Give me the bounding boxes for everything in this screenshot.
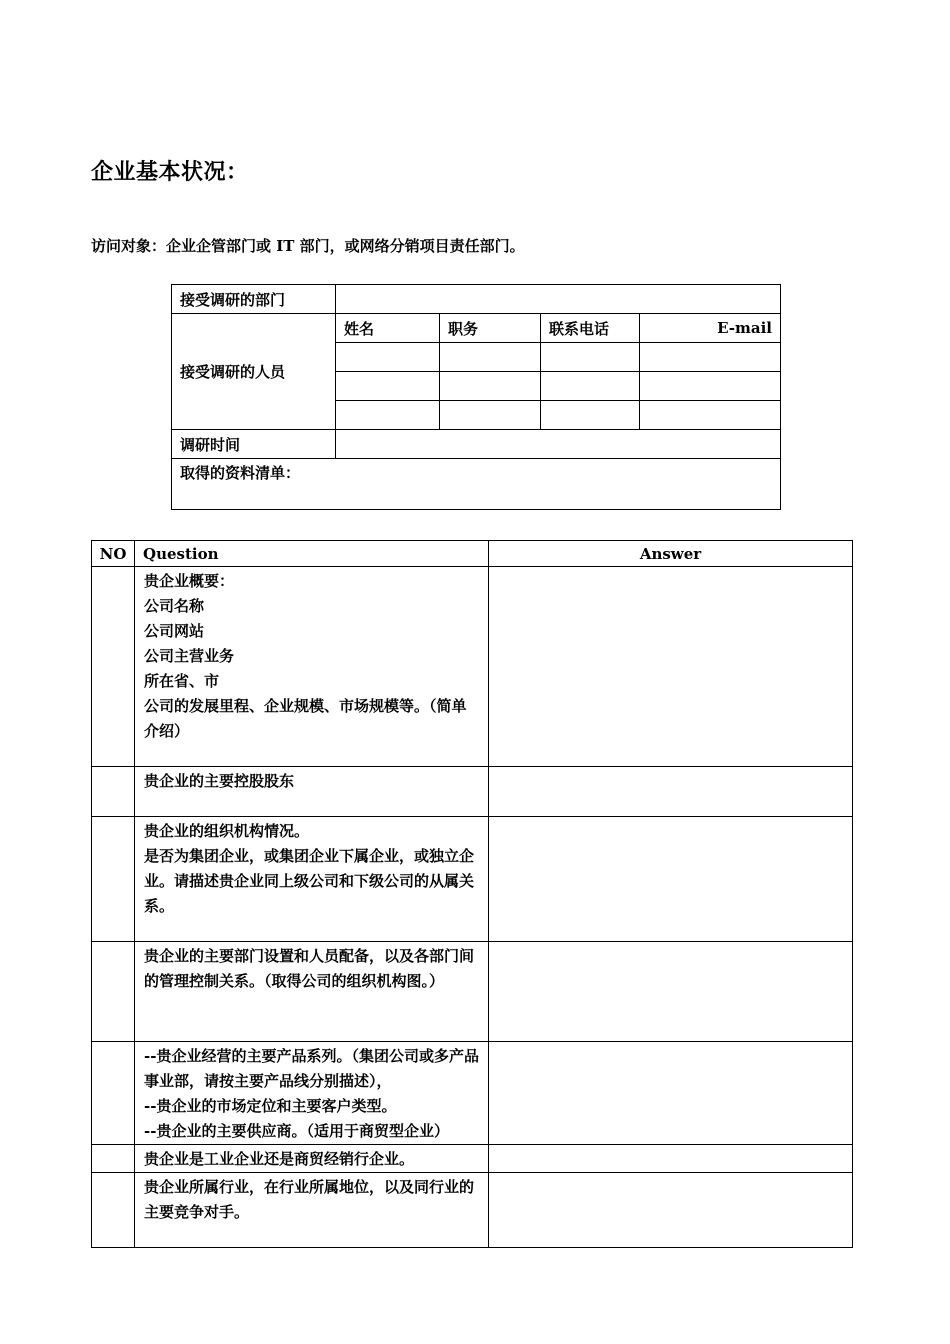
question-cell [135,1042,489,1145]
row-number-cell [92,567,135,767]
col-email: E-mail [640,314,781,343]
answer-cell[interactable] [489,767,853,817]
question-cell [135,817,489,942]
dept-value-field[interactable] [336,285,781,314]
header-question: Question [135,541,489,567]
person-cell[interactable] [541,401,640,430]
col-title: 职务 [440,314,541,343]
table-row [92,1173,853,1248]
answer-cell[interactable] [489,1173,853,1248]
page-heading: 企业基本状况： [91,160,249,185]
person-cell[interactable] [440,401,541,430]
survey-info-table [171,284,781,510]
materials-label: 取得的资料清单： [172,459,781,510]
question-cell [135,1173,489,1248]
header-no: NO [92,541,135,567]
person-cell[interactable] [541,343,640,372]
answer-cell[interactable] [489,942,853,1042]
person-cell[interactable] [440,343,541,372]
question-line: 贵企业的主要部门设置和人员配备，以及各部门间的管理控制关系。（取得公司的组织机构图。） [144,947,475,990]
question-line: 贵企业的主要控股股东 [144,772,295,790]
table-row [92,942,853,1042]
dept-label: 接受调研的部门 [172,285,336,314]
question-cell [135,767,489,817]
time-value-field[interactable] [336,430,781,459]
question-cell [135,567,489,767]
answer-cell[interactable] [489,1145,853,1173]
table-row [92,567,853,767]
time-label: 调研时间 [172,430,336,459]
answer-cell[interactable] [489,567,853,767]
people-label: 接受调研的人员 [172,314,336,430]
person-cell[interactable] [336,343,440,372]
col-name: 姓名 [336,314,440,343]
person-cell[interactable] [440,372,541,401]
answer-cell[interactable] [489,1042,853,1145]
question-line: 公司的发展里程、企业规模、市场规模等。（简单介绍） [144,697,467,740]
interview-subject: 访问对象：企业企管部门或 IT 部门，或网络分销项目责任部门。 [91,237,525,255]
question-line: 贵企业是工业企业还是商贸经销行企业。 [144,1150,415,1168]
person-cell[interactable] [541,372,640,401]
table-row [92,1145,853,1173]
person-cell[interactable] [640,401,781,430]
row-number-cell [92,1145,135,1173]
question-line: --贵企业的主要供应商。（适用于商贸型企业） [144,1122,449,1140]
question-line: 公司主营业务 [144,647,235,665]
question-line: --贵企业经营的主要产品系列。（集团公司或多产品事业部，请按主要产品线分别描述）， [144,1047,479,1090]
row-number-cell [92,1042,135,1145]
question-cell [135,1145,489,1173]
person-cell[interactable] [640,343,781,372]
question-line: 公司名称 [144,597,205,615]
answer-cell[interactable] [489,817,853,942]
question-line: 是否为集团企业，或集团企业下属企业，或独立企业。请描述贵企业同上级公司和下级公司的从属关系。 [144,847,475,915]
table-row [92,767,853,817]
qa-table [91,540,853,1248]
question-cell [135,942,489,1042]
table-row [92,1042,853,1145]
row-number-cell [92,767,135,817]
question-line: 公司网站 [144,622,205,640]
col-phone: 联系电话 [541,314,640,343]
row-number-cell [92,1173,135,1248]
question-line: --贵企业的市场定位和主要客户类型。 [144,1097,397,1115]
row-number-cell [92,942,135,1042]
question-line: 贵企业概要： [144,572,235,590]
question-line: 贵企业所属行业，在行业所属地位，以及同行业的主要竞争对手。 [144,1178,475,1221]
question-line: 所在省、市 [144,672,220,690]
table-row [92,817,853,942]
row-number-cell [92,817,135,942]
header-answer: Answer [489,541,853,567]
person-cell[interactable] [336,401,440,430]
person-cell[interactable] [336,372,440,401]
question-line: 贵企业的组织机构情况。 [144,822,310,840]
person-cell[interactable] [640,372,781,401]
